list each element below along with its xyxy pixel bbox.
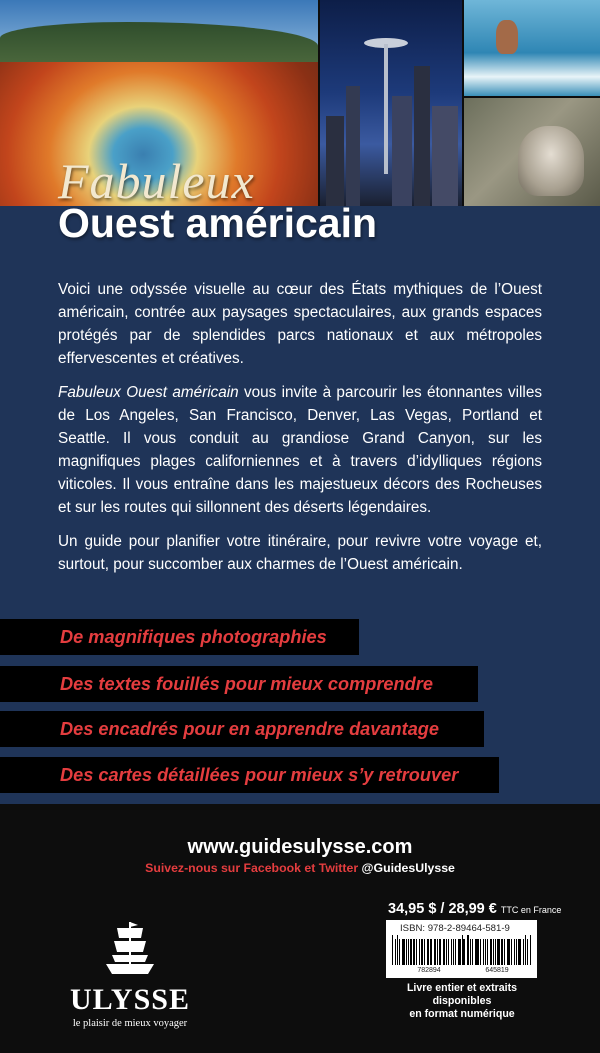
barcode-bar xyxy=(508,939,510,965)
barcode-bar xyxy=(430,939,431,965)
paragraph-2-text: vous invite à parcourir les étonnantes villes de Los Angeles, San Francisco, Denver, Las Vegas, Portland et Seattle. Il vous conduit au grandiose Grand Canyon, sur les magnifiques plages californiennes et à travers d’idylliques régions viticoles. Il vous entraîne dans les majestueux décors des Rocheuses et sur les routes qui sillonnent des déserts légendaires. xyxy=(58,384,542,516)
barcode-bar xyxy=(448,939,449,965)
barcode-bars xyxy=(392,935,532,965)
barcode-bar xyxy=(453,939,454,965)
barcode-bar xyxy=(431,939,432,965)
barcode-bar xyxy=(424,939,425,965)
barcode-bar xyxy=(462,935,463,965)
barcode-bar xyxy=(446,939,447,965)
availability-note xyxy=(384,982,540,1021)
barcode-bar xyxy=(413,939,415,965)
barcode-bar xyxy=(501,939,503,965)
barcode-bar xyxy=(493,939,494,965)
barcode-bar xyxy=(408,939,409,965)
barcode-bar xyxy=(416,939,417,965)
facebook-link[interactable]: Facebook xyxy=(243,861,301,875)
barcode-bar xyxy=(497,939,500,965)
publisher-logo xyxy=(56,920,204,1029)
barcode-left-digits: 782894 xyxy=(417,967,441,974)
title-main: Ouest américain xyxy=(58,200,378,246)
barcode-bar xyxy=(514,939,515,965)
barcode-bar xyxy=(483,939,485,965)
ship-icon xyxy=(100,920,160,976)
barcode-bar xyxy=(419,939,420,965)
barcode-bar xyxy=(527,939,529,965)
seattle-skyline-photo xyxy=(320,0,462,206)
highlight-text: Des encadrés pour en apprendre davantage xyxy=(60,718,440,739)
barcode-bar xyxy=(437,939,438,965)
price-line xyxy=(388,901,561,917)
barcode-bar xyxy=(397,935,399,965)
barcode-bar xyxy=(525,935,526,965)
isbn: ISBN: 978-2-89464-581-9 xyxy=(400,923,510,934)
barcode-bar xyxy=(434,939,436,965)
twitter-handle[interactable]: @GuidesUlysse xyxy=(361,861,455,875)
barcode-bar xyxy=(427,939,429,965)
barcode-bar xyxy=(463,939,465,965)
price: 34,95 $ / 28,99 € xyxy=(388,901,497,917)
barcode-bar xyxy=(472,939,473,965)
highlight-bar xyxy=(0,619,359,655)
paragraph-3: Un guide pour planifier votre itinéraire, pour revivre votre voyage et, surtout, pour succomber aux charmes de l’Ouest américain. xyxy=(58,533,542,573)
availability-line-1: Livre entier et extraits disponibles xyxy=(406,982,518,1007)
barcode-bar xyxy=(455,939,456,965)
website-link[interactable]: www.guidesulysse.com xyxy=(187,836,413,858)
barcode-right-digits: 645819 xyxy=(485,967,509,974)
barcode-bar xyxy=(458,939,461,965)
paragraph-2 xyxy=(58,381,542,519)
highlight-text: Des cartes détaillées pour mieux s’y retrouver xyxy=(60,764,459,785)
social-and: et xyxy=(304,861,316,875)
social-prefix: Suivez-nous sur xyxy=(145,861,241,875)
surfer-photo xyxy=(464,0,600,96)
paragraph-1: Voici une odyssée visuelle au cœur des États mythiques de l’Ouest américain, contrée aux paysages spectaculaires, aux grands espaces protégés par de splendides parcs nationaux et aux métropoles effervescentes et créatives. xyxy=(58,281,542,367)
barcode-bar xyxy=(443,939,445,965)
publisher-name: ULYSSE xyxy=(70,983,190,1016)
title-script: Fabuleux xyxy=(58,153,255,209)
barcode-bar xyxy=(511,939,512,965)
availability-line-2: en format numérique xyxy=(409,1008,515,1020)
barcode-digits xyxy=(395,967,531,974)
barcode-bar xyxy=(467,935,469,965)
highlight-bar xyxy=(0,757,499,793)
barcode-bar xyxy=(476,939,479,965)
wolf-photo xyxy=(464,98,600,206)
barcode-bar xyxy=(395,939,396,965)
barcode-bar xyxy=(487,939,488,965)
barcode-bar xyxy=(402,939,405,965)
barcode-bar xyxy=(507,939,508,965)
barcode-bar xyxy=(485,939,486,965)
highlight-bar xyxy=(0,711,484,747)
barcode-bar xyxy=(475,939,476,965)
barcode-bar xyxy=(406,939,407,965)
barcode-bar xyxy=(516,939,518,965)
barcode-bar xyxy=(495,939,496,965)
twitter-link[interactable]: Twitter xyxy=(318,861,359,875)
barcode-bar xyxy=(530,935,531,965)
barcode-bar xyxy=(504,939,505,965)
barcode-bar xyxy=(421,939,424,965)
barcode-bar xyxy=(392,935,393,965)
highlight-text: Des textes fouillés pour mieux comprendre xyxy=(60,673,433,694)
highlight-text: De magnifiques photographies xyxy=(60,626,327,647)
barcode-bar xyxy=(399,939,400,965)
barcode-bar xyxy=(410,939,412,965)
barcode-bar xyxy=(523,939,524,965)
barcode-bar xyxy=(480,939,481,965)
barcode-bar xyxy=(470,939,471,965)
barcode-bar xyxy=(490,939,492,965)
social-line xyxy=(0,861,600,875)
barcode-box xyxy=(386,920,537,978)
publisher-tagline: le plaisir de mieux voyager xyxy=(72,1018,188,1029)
barcode-bar xyxy=(439,939,442,965)
barcode-bar xyxy=(451,939,453,965)
book-title-italic: Fabuleux Ouest américain xyxy=(58,384,239,401)
description-text xyxy=(58,278,542,587)
highlight-bar xyxy=(0,666,478,702)
price-note: TTC en France xyxy=(500,905,562,915)
barcode-bar xyxy=(518,939,521,965)
